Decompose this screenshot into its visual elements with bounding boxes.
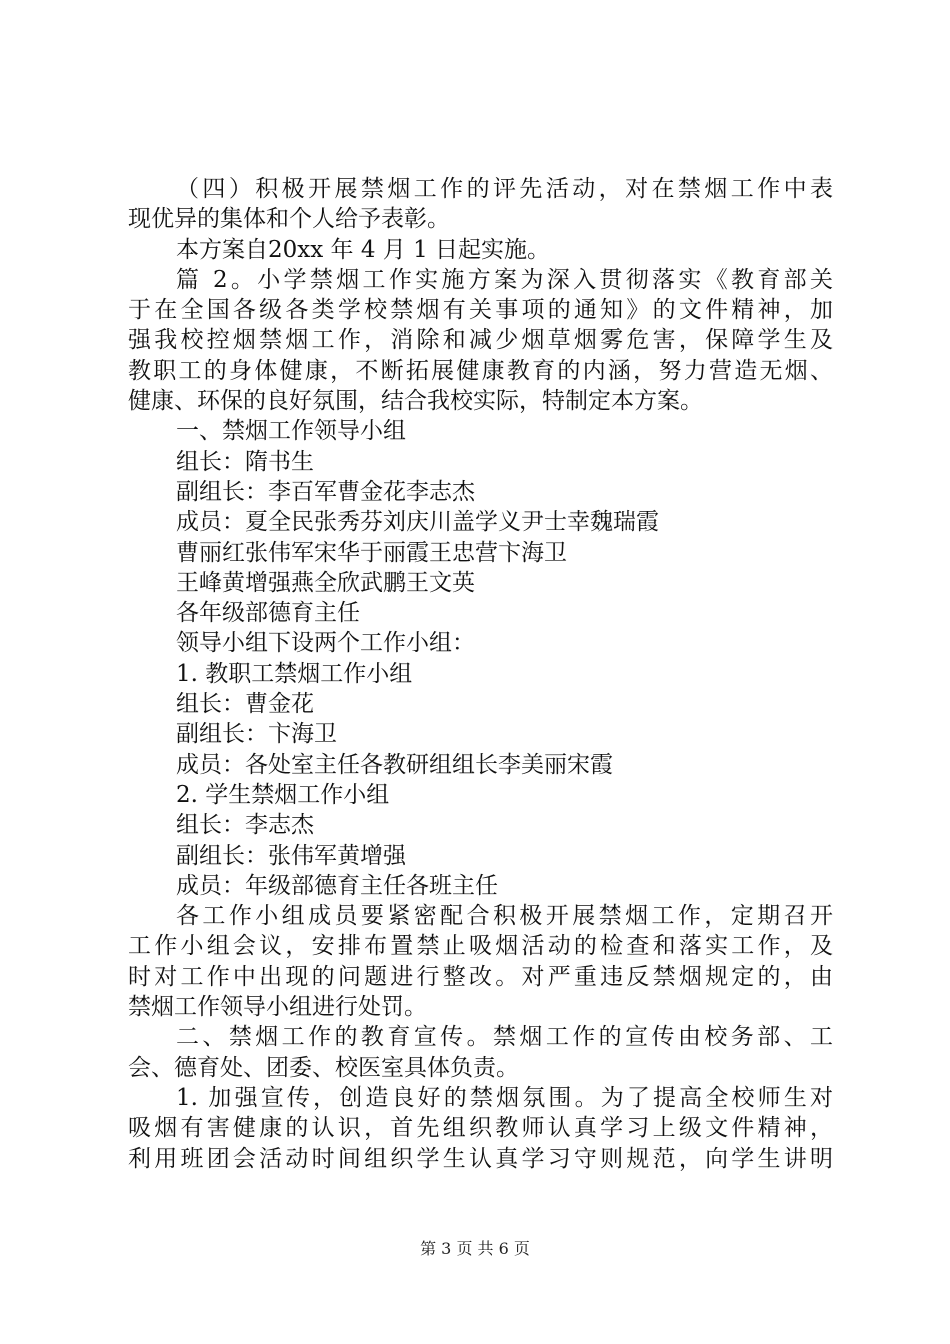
page-footer: 第 3 页 共 6 页 — [420, 1239, 530, 1258]
text-line: 吸烟有害健康的认识，首先组织教师认真学习上级文件精神， — [128, 1115, 833, 1142]
document-body — [128, 174, 833, 1174]
text-line: 时对工作中出现的问题进行整改。对严重违反禁烟规定的，由 — [128, 963, 833, 990]
text-line: 1. 加强宣传，创造良好的禁烟氛围。为了提高全校师生对 — [176, 1084, 833, 1111]
text-line: 各年级部德育主任 — [176, 600, 360, 627]
text-line: 曹丽红张伟军宋华于丽霞王忠营卞海卫 — [176, 539, 567, 566]
text-line: 1. 教职工禁烟工作小组 — [176, 660, 413, 687]
text-line: 强我校控烟禁烟工作，消除和减少烟草烟雾危害，保障学生及 — [128, 327, 833, 354]
text-line: 副组长：张伟军黄增强 — [176, 842, 406, 869]
text-line: 成员：各处室主任各教研组组长李美丽宋霞 — [176, 751, 613, 778]
text-line: 王峰黄增强燕全欣武鹏王文英 — [176, 569, 475, 596]
text-line: 组长：隋书生 — [176, 448, 314, 475]
text-line: 利用班团会活动时间组织学生认真学习守则规范，向学生讲明 — [128, 1145, 833, 1172]
text-line: （四）积极开展禁烟工作的评先活动，对在禁烟工作中表 — [176, 176, 833, 202]
text-line: 组长：李志杰 — [176, 812, 314, 839]
text-line: 成员：夏全民张秀芬刘庆川盖学义尹士幸魏瑞霞 — [176, 509, 659, 536]
text-line: 于在全国各级各类学校禁烟有关事项的通知》的文件精神，加 — [128, 297, 833, 324]
text-line: 成员：年级部德育主任各班主任 — [176, 872, 498, 899]
text-line: 现优异的集体和个人给予表彰。 — [128, 206, 450, 233]
text-line: 篇 2。小学禁烟工作实施方案为深入贯彻落实《教育部关 — [176, 266, 833, 293]
text-line: 教职工的身体健康，不断拓展健康教育的内涵，努力营造无烟、 — [128, 357, 833, 384]
text-line: 副组长：卞海卫 — [176, 721, 337, 748]
text-line: 工作小组会议，安排布置禁止吸烟活动的检查和落实工作，及 — [128, 933, 833, 960]
text-line: 2. 学生禁烟工作小组 — [176, 781, 390, 808]
text-line: 禁烟工作领导小组进行处罚。 — [128, 994, 427, 1021]
text-line: 领导小组下设两个工作小组： — [176, 630, 475, 657]
text-line: 一、禁烟工作领导小组 — [176, 418, 406, 445]
text-line: 组长：曹金花 — [176, 691, 314, 718]
text-line: 各工作小组成员要紧密配合积极开展禁烟工作，定期召开 — [176, 903, 833, 930]
text-line: 健康、环保的良好氛围，结合我校实际，特制定本方案。 — [128, 388, 703, 415]
text-line: 会、德育处、团委、校医室具体负责。 — [128, 1054, 519, 1081]
text-line: 二、禁烟工作的教育宣传。禁烟工作的宣传由校务部、工 — [176, 1024, 833, 1051]
text-line: 副组长：李百军曹金花李志杰 — [176, 478, 475, 505]
text-line: 本方案自20xx 年 4 月 1 日起实施。 — [176, 236, 551, 263]
